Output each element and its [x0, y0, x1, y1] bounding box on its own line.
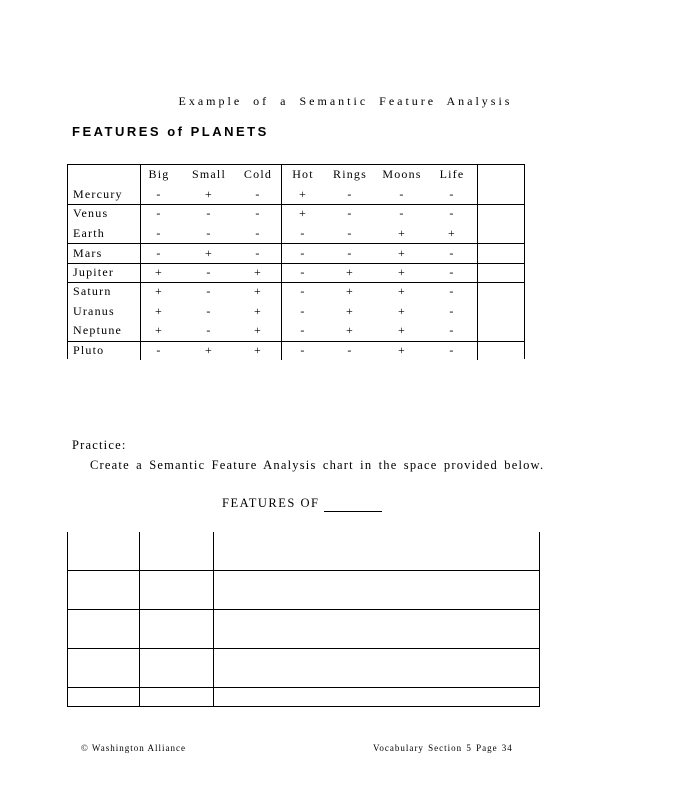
feature-value: + — [155, 265, 163, 279]
feature-value: - — [347, 226, 353, 240]
practice-label: Practice: — [72, 438, 127, 452]
feature-value: + — [398, 323, 406, 337]
planet-name: Uranus — [73, 304, 115, 318]
planet-name: Saturn — [73, 284, 112, 298]
feature-value: + — [398, 343, 406, 357]
blank-fill-line — [324, 511, 382, 512]
feature-value: + — [448, 226, 456, 240]
column-divider — [281, 165, 282, 360]
feature-value: - — [156, 226, 162, 240]
feature-value: - — [449, 343, 455, 357]
footer-page-info: Vocabulary Section 5 Page 34 — [373, 743, 513, 753]
feature-value: + — [346, 265, 354, 279]
feature-value: - — [449, 265, 455, 279]
column-divider — [213, 532, 214, 707]
feature-value: - — [300, 226, 306, 240]
feature-value: - — [300, 304, 306, 318]
feature-value: - — [255, 206, 261, 220]
feature-value: - — [206, 265, 212, 279]
planet-name: Jupiter — [73, 265, 115, 279]
feature-value: + — [254, 323, 262, 337]
planet-name: Neptune — [73, 323, 123, 337]
feature-value: - — [449, 284, 455, 298]
feature-value: - — [449, 304, 455, 318]
feature-value: - — [300, 265, 306, 279]
feature-value: + — [254, 284, 262, 298]
feature-value: - — [156, 187, 162, 201]
feature-value: + — [299, 206, 307, 220]
feature-value: - — [206, 304, 212, 318]
feature-value: + — [398, 226, 406, 240]
column-divider — [139, 532, 140, 707]
feature-value: + — [254, 304, 262, 318]
feature-value: + — [205, 246, 213, 260]
feature-value: + — [205, 187, 213, 201]
feature-value: - — [347, 187, 353, 201]
feature-value: + — [398, 284, 406, 298]
feature-value: + — [205, 343, 213, 357]
planet-name: Pluto — [73, 343, 105, 357]
features-of-label: FEATURES OF — [222, 496, 320, 510]
feature-value: + — [155, 304, 163, 318]
feature-value: - — [300, 246, 306, 260]
row-divider — [68, 243, 524, 244]
column-divider — [140, 165, 141, 360]
feature-value: - — [347, 206, 353, 220]
header-life: Life — [439, 167, 465, 181]
header-rings: Rings — [332, 167, 367, 181]
feature-value: + — [155, 284, 163, 298]
planet-name: Mars — [73, 246, 103, 260]
feature-value: - — [449, 187, 455, 201]
feature-value: - — [206, 226, 212, 240]
feature-value: + — [254, 265, 262, 279]
feature-value: - — [206, 284, 212, 298]
feature-value: + — [346, 304, 354, 318]
planet-name: Venus — [73, 206, 109, 220]
row-divider — [68, 263, 524, 264]
feature-value: - — [300, 343, 306, 357]
feature-value: - — [449, 323, 455, 337]
feature-value: - — [449, 206, 455, 220]
header-big: Big — [148, 167, 170, 181]
feature-value: + — [346, 323, 354, 337]
feature-value: - — [399, 187, 405, 201]
row-divider — [68, 282, 524, 283]
features-title: FEATURES of PLANETS — [72, 124, 269, 139]
footer-copyright: © Washington Alliance — [81, 743, 186, 753]
example-title: Example of a Semantic Feature Analysis — [178, 94, 513, 108]
feature-value: - — [399, 206, 405, 220]
feature-value: - — [255, 226, 261, 240]
feature-value: - — [449, 246, 455, 260]
feature-value: + — [398, 246, 406, 260]
feature-value: - — [156, 206, 162, 220]
feature-value: + — [254, 343, 262, 357]
feature-value: + — [398, 265, 406, 279]
feature-value: - — [347, 343, 353, 357]
planet-name: Earth — [73, 226, 105, 240]
feature-value: - — [347, 246, 353, 260]
header-cold: Cold — [243, 167, 273, 181]
feature-value: - — [300, 284, 306, 298]
practice-blank-table — [67, 532, 540, 707]
feature-value: - — [206, 323, 212, 337]
header-hot: Hot — [292, 167, 314, 181]
feature-value: + — [398, 304, 406, 318]
feature-value: - — [156, 246, 162, 260]
header-small: Small — [191, 167, 226, 181]
feature-value: + — [299, 187, 307, 201]
feature-value: - — [300, 323, 306, 337]
feature-value: - — [255, 246, 261, 260]
row-divider — [68, 341, 524, 342]
practice-instruction: Create a Semantic Feature Analysis chart in the space provided below. — [90, 458, 545, 472]
feature-value: + — [155, 323, 163, 337]
planet-name: Mercury — [73, 187, 123, 201]
feature-value: + — [346, 284, 354, 298]
planet-feature-table — [67, 164, 525, 359]
header-moons: Moons — [382, 167, 422, 181]
row-divider — [68, 204, 524, 205]
feature-value: - — [156, 343, 162, 357]
feature-value: - — [255, 187, 261, 201]
column-divider — [477, 165, 478, 360]
feature-value: - — [206, 206, 212, 220]
